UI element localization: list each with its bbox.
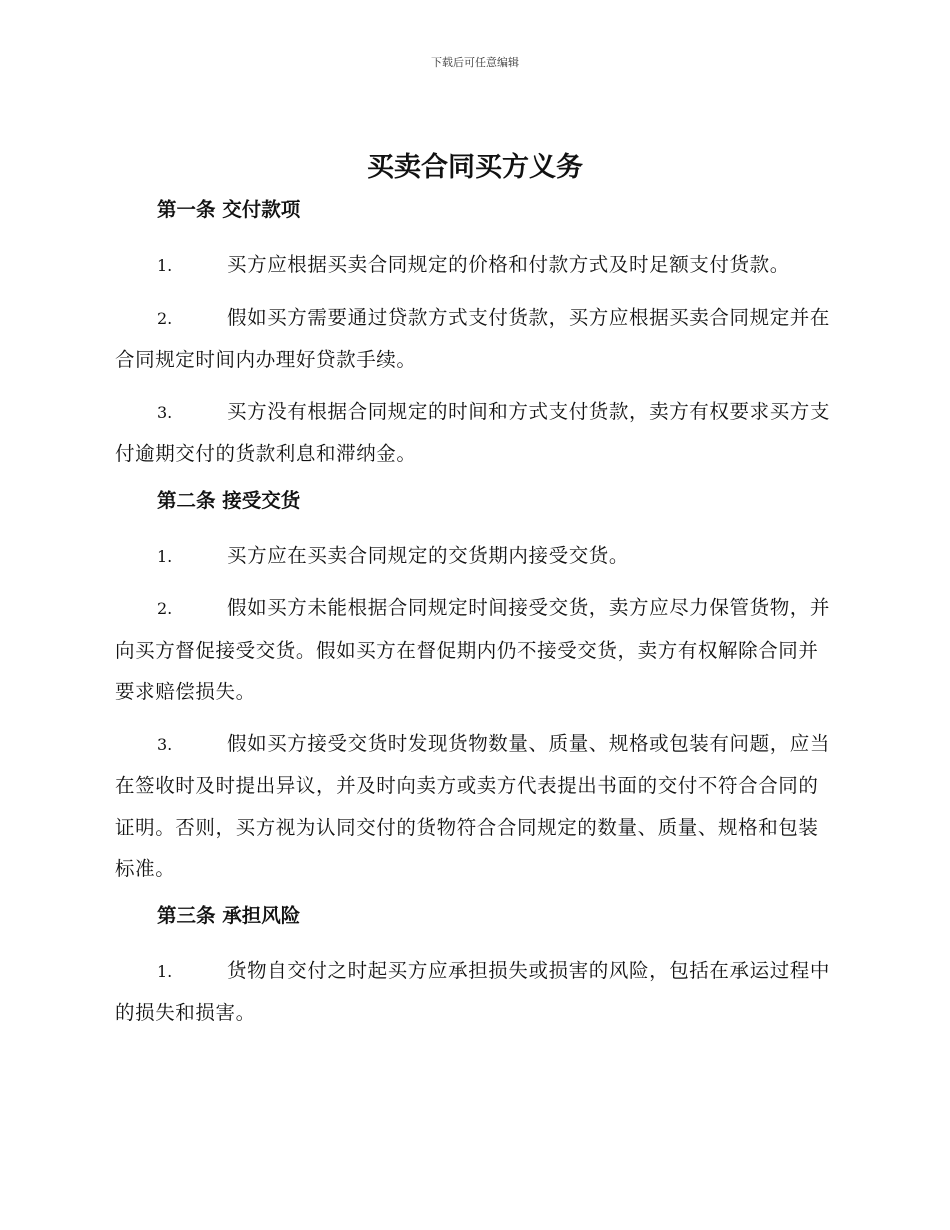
section-delivery	[115, 485, 837, 890]
clause-text: 买方应根据买卖合同规定的价格和付款方式及时足额支付货款。	[227, 253, 790, 276]
clause-text: 假如买方接受交货时发现货物数量、质量、规格或包装有问题，应当在签收时及时提出异议，并及时向卖方或卖方代表提出书面的交付不符合合同的证明。否则，买方视为认同交付的货物符合合同规定的数量、质量、规格和包装标准。	[115, 731, 831, 880]
document-title: 买卖合同买方义务	[367, 152, 583, 183]
clause-number: 1.	[157, 546, 173, 566]
clause-number: 3.	[157, 734, 173, 754]
clause-number: 1.	[157, 961, 173, 981]
section-payment	[115, 194, 837, 475]
clause-item	[115, 244, 837, 287]
clause-text: 买方没有根据合同规定的时间和方式支付货款，卖方有权要求买方支付逾期交付的货款利息和滞纳金。	[115, 399, 831, 465]
clause-number: 3.	[157, 402, 173, 422]
section-heading: 第三条 承担风险	[157, 903, 301, 927]
section-risk	[115, 900, 837, 1034]
clause-item	[115, 587, 837, 713]
clause-text: 货物自交付之时起买方应承担损失或损害的风险，包括在承运过程中的损失和损害。	[115, 958, 831, 1024]
clause-text: 假如买方需要通过贷款方式支付货款，买方应根据买卖合同规定并在合同规定时间内办理好贷款手续。	[115, 305, 831, 371]
document-body	[115, 194, 837, 1044]
header-note: 下载后可任意编辑	[431, 56, 519, 69]
clause-text: 买方应在买卖合同规定的交货期内接受交货。	[227, 543, 630, 567]
clause-number: 1.	[157, 256, 173, 275]
section-heading: 第二条 接受交货	[157, 488, 301, 512]
clause-item	[115, 723, 837, 890]
clause-item	[115, 391, 837, 475]
clause-number: 2.	[157, 599, 173, 618]
clause-number: 2.	[157, 308, 173, 328]
clause-item	[115, 297, 837, 381]
section-heading: 第一条 交付款项	[157, 198, 301, 221]
clause-text: 假如买方未能根据合同规定时间接受交货，卖方应尽力保管货物，并向买方督促接受交货。假如买方在督促期内仍不接受交货，卖方有权解除合同并要求赔偿损失。	[115, 596, 831, 703]
clause-item	[115, 535, 837, 578]
clause-item	[115, 950, 837, 1034]
